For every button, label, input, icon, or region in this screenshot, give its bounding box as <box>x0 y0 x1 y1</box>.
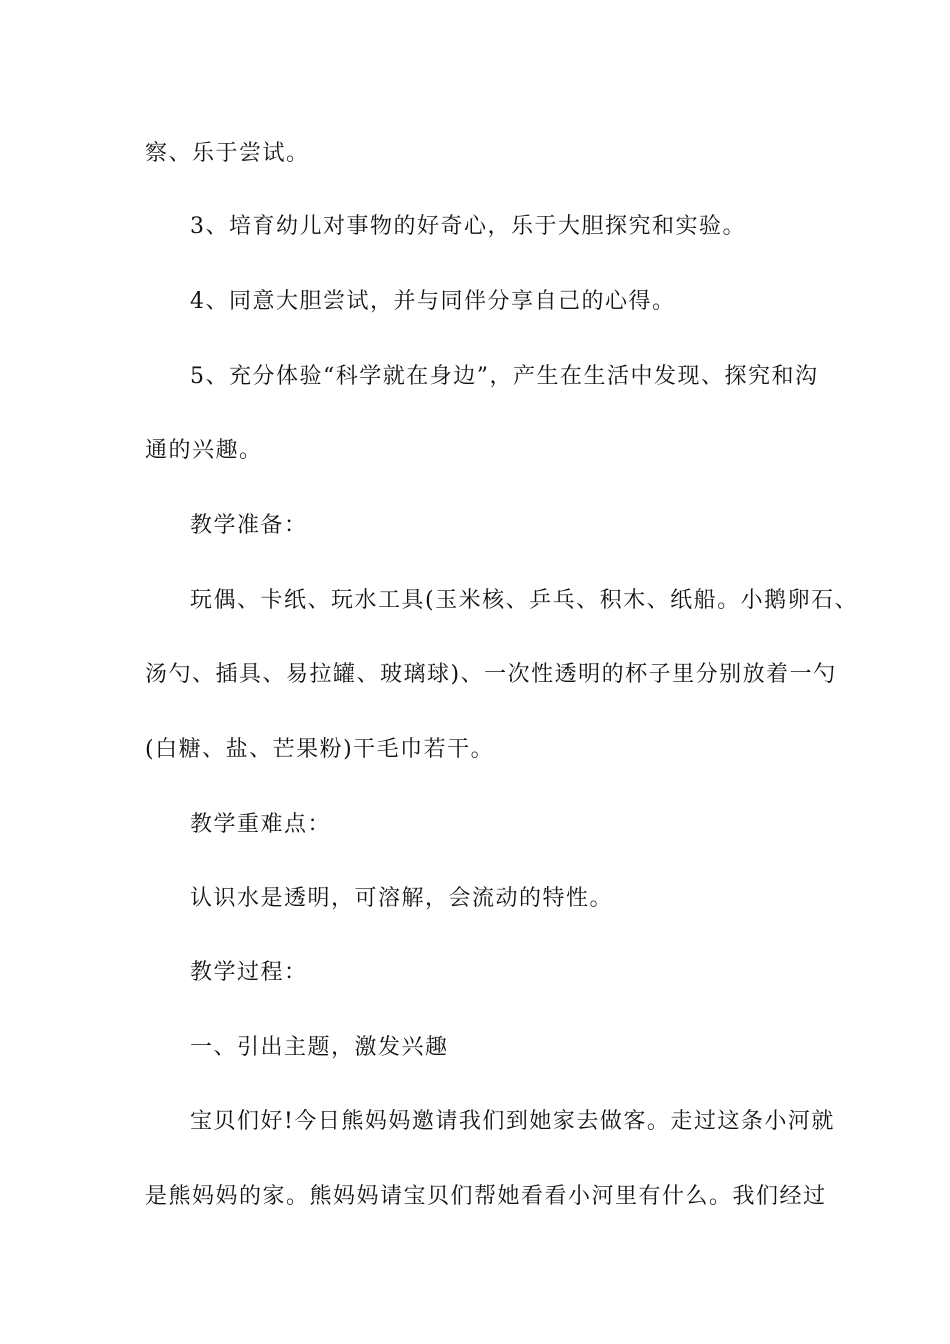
text-line-15: 是熊妈妈的家。熊妈妈请宝贝们帮她看看小河里有什么。我们经过 <box>145 1184 827 1209</box>
text-line-4: 5、充分体验“科学就在身边”，产生在生活中发现、探究和沟 <box>190 364 819 389</box>
text-line-8: 汤勺、插具、易拉罐、玻璃球)、一次性透明的杯子里分别放着一勺 <box>145 662 837 687</box>
section-heading-process: 教学过程： <box>190 960 308 985</box>
text-line-9: (白糖、盐、芒果粉)干毛巾若干。 <box>145 737 495 762</box>
text-line-5: 通的兴趣。 <box>145 438 263 463</box>
text-line-14: 宝贝们好!今日熊妈妈邀请我们到她家去做客。走过这条小河就 <box>190 1109 835 1134</box>
section-heading-preparation: 教学准备： <box>190 513 308 538</box>
text-line-7: 玩偶、卡纸、玩水工具(玉米核、乒乓、积木、纸船。小鹅卵石、 <box>190 588 859 613</box>
text-line-2: 3、培育幼儿对事物的好奇心，乐于大胆探究和实验。 <box>190 214 746 239</box>
text-line-1: 察、乐于尝试。 <box>145 141 310 166</box>
text-line-3: 4、同意大胆尝试，并与同伴分享自己的心得。 <box>190 289 676 314</box>
subsection-heading-intro: 一、引出主题，激发兴趣 <box>190 1035 449 1060</box>
section-heading-key-points: 教学重难点： <box>190 812 332 837</box>
text-line-11: 认识水是透明，可溶解，会流动的特性。 <box>190 886 614 911</box>
